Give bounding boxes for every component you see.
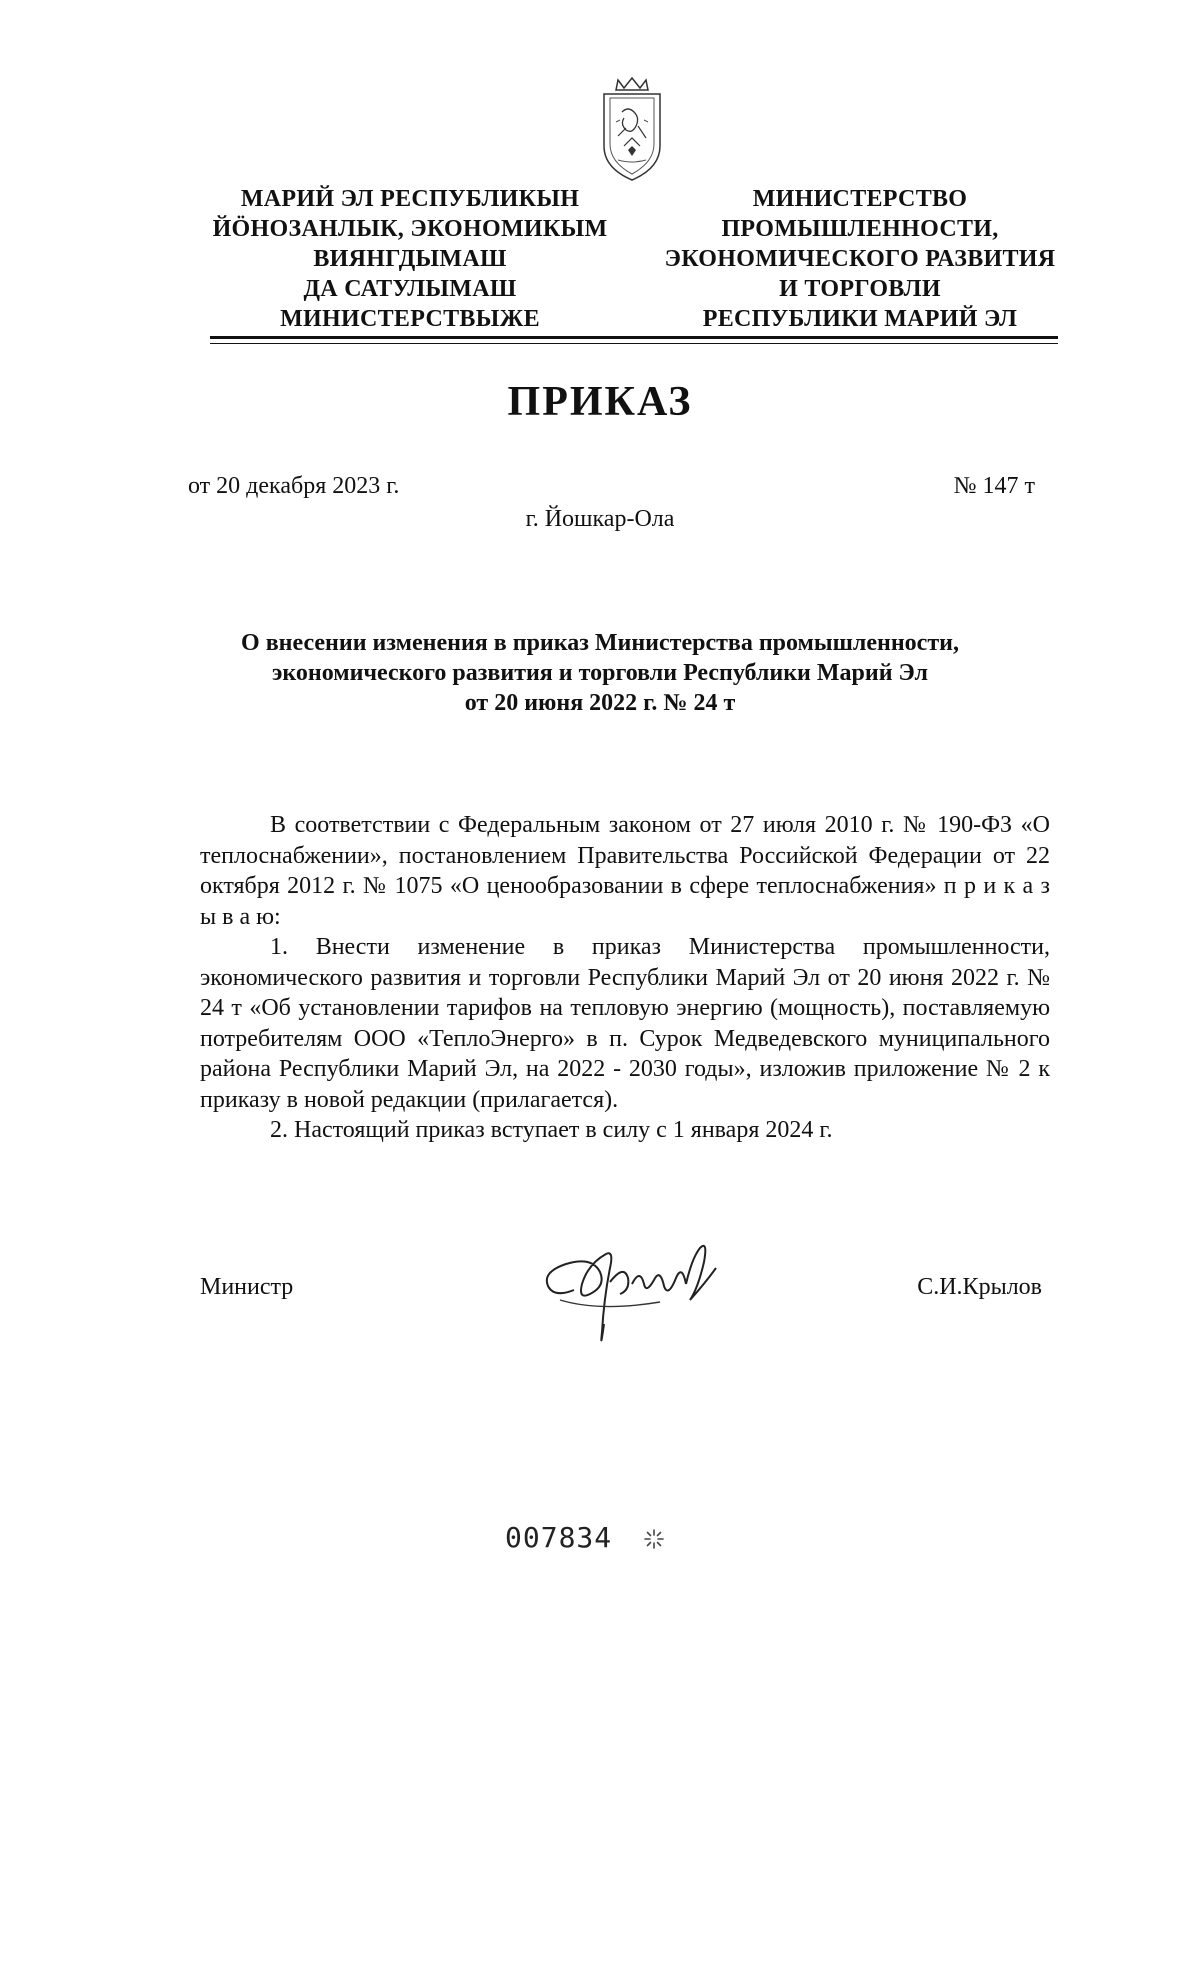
document-title: ПРИКАЗ [507, 379, 693, 425]
asterisk-mark-icon [643, 1528, 665, 1550]
body-paragraph: 1. Внести изменение в приказ Министерства промышленности, экономического развития и торговли Республики Марий Эл от 20 июня 2022 г. № 24 т «Об установлении тарифов на тепловую энергию (мощность), поставляемую потребителям ООО «ТеплоЭнерго» в п. Сурок Медведевского муниципального района Республики Марий Эл, на 2022 - 2030 годы», изложив приложение № 2 к приказу в новой редакции (прилагается). [200, 934, 1050, 1113]
subject-line: экономического развития и торговли Республики Марий Эл [272, 660, 928, 686]
document-subject [150, 628, 1050, 718]
header-right-line: И ТОРГОВЛИ [779, 276, 941, 302]
header-left-marian [200, 184, 620, 334]
header-right-russian [650, 184, 1070, 334]
signatory-name: С.И.Крылов [917, 1274, 1042, 1300]
signatory-position: Министр [200, 1274, 294, 1300]
subject-line: О внесении изменения в приказ Министерства промышленности, [241, 630, 959, 656]
header-divider-thin [210, 343, 1058, 344]
header-right-line: МИНИСТЕРСТВО [752, 186, 968, 212]
coat-of-arms-icon [588, 76, 676, 184]
header-left-line: ДА САТУЛЫМАШ [303, 276, 517, 302]
subject-line: от 20 июня 2022 г. № 24 т [464, 690, 736, 716]
header-right-line: ПРОМЫШЛЕННОСТИ, [721, 216, 999, 242]
document-serial-number: 007834 [505, 1521, 613, 1554]
body-paragraph: 2. Настоящий приказ вступает в силу с 1 января 2024 г. [270, 1117, 833, 1143]
header-divider-thick [210, 336, 1058, 339]
handwritten-signature [540, 1228, 750, 1358]
document-city: г. Йошкар-Ола [525, 506, 675, 532]
header-left-line: ЙÖНОЗАНЛЫК, ЭКОНОМИКЫМ [212, 216, 608, 242]
header-left-line: МИНИСТЕРСТВЫЖЕ [280, 306, 540, 332]
header-right-line: РЕСПУБЛИКИ МАРИЙ ЭЛ [702, 306, 1018, 332]
body-paragraph: В соответствии с Федеральным законом от 27 июля 2010 г. № 190-ФЗ «О теплоснабжении», постановлением Правительства Российской Федерации от 22 октября 2012 г. № 1075 «О ценообразовании в сфере теплоснабжения» п р и к а з ы в а ю: [200, 812, 1050, 930]
header-left-line: МАРИЙ ЭЛ РЕСПУБЛИКЫН [240, 186, 580, 212]
header-right-line: ЭКОНОМИЧЕСКОГО РАЗВИТИЯ [664, 246, 1056, 272]
document-number: № 147 т [953, 473, 1035, 499]
header-left-line: ВИЯНГДЫМАШ [313, 246, 507, 272]
document-date: от 20 декабря 2023 г. [188, 473, 400, 499]
document-body [200, 810, 1050, 1146]
